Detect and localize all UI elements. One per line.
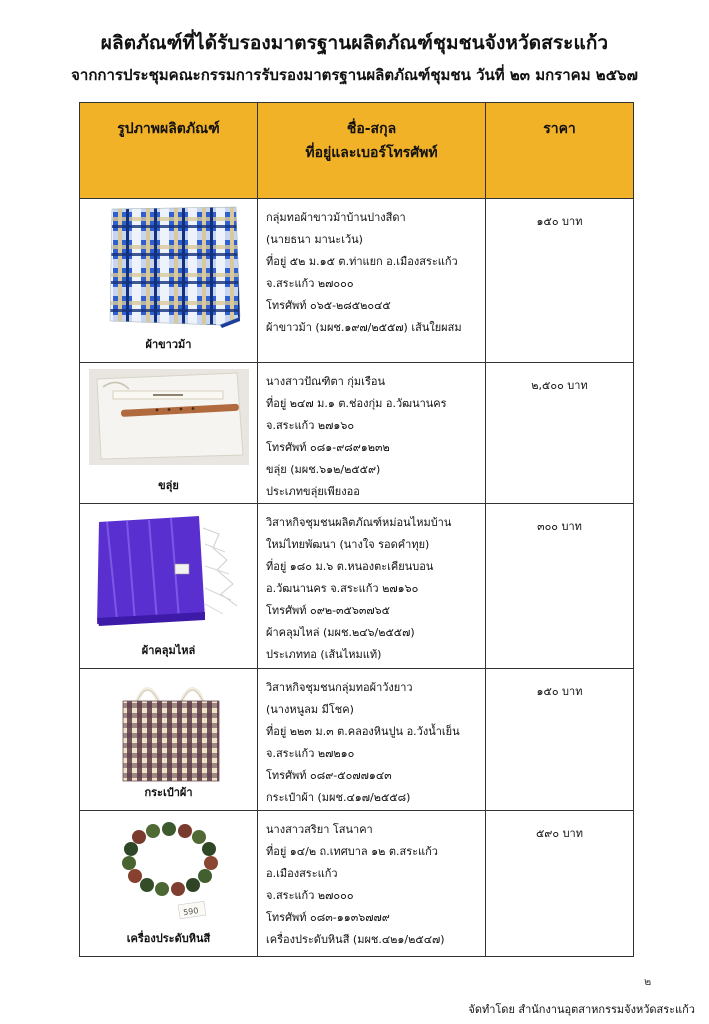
stone-bracelet-image [86, 815, 251, 933]
price-value: ๓๐๐ บาท [537, 520, 582, 533]
seller-line: จ.สระแก้ว ๒๗๐๐๐ [266, 277, 354, 290]
seller-line: อ.เมืองสระแก้ว [266, 867, 338, 880]
price-value: ๒,๕๐๐ บาท [531, 379, 588, 392]
seller-line: ที่อยู่ ๒๔๗ ม.๑ ต.ช่องกุ่ม อ.วัฒนานคร [266, 397, 447, 410]
bracelet-beads [122, 822, 218, 896]
seller-line: ผ้าขาวม้า (มผช.๑๙๗/๒๕๕๗) เส้นใยผสม [266, 321, 462, 334]
product-image-cell [80, 811, 258, 957]
seller-line: กระเป๋าผ้า (มผช.๔๑๗/๒๕๕๘) [266, 791, 411, 804]
shawl-image [86, 508, 251, 640]
column-header-image: รูปภาพผลิตภัณฑ์ [80, 103, 258, 199]
seller-line: ที่อยู่ ๑๘๐ ม.๖ ต.หนองตะเคียนบอน [266, 560, 434, 573]
seller-line: จ.สระแก้ว ๒๗๒๑๐ [266, 747, 355, 760]
checkered-cloth-image [86, 203, 251, 337]
seller-info-cell [258, 363, 486, 504]
product-image-cell [80, 669, 258, 811]
seller-line: ประเภททอ (เส้นไหมแท้) [266, 648, 382, 661]
table-header-row [80, 103, 634, 199]
seller-info-cell [258, 669, 486, 811]
seller-line: จ.สระแก้ว ๒๗๑๖๐ [266, 419, 355, 432]
seller-line: ผ้าคลุมไหล่ (มผช.๒๔๖/๒๕๕๗) [266, 626, 415, 639]
column-header-name-line1: ชื่อ-สกุล [346, 121, 397, 137]
page-subtitle: จากการประชุมคณะกรรมการรับรองมาตรฐานผลิตภัณฑ์ชุมชน วันที่ ๒๓ มกราคม ๒๕๖๗ [71, 66, 638, 84]
table-row [80, 504, 634, 669]
seller-info-cell [258, 811, 486, 957]
price-value: ๑๕๐ บาท [536, 685, 583, 698]
seller-line: โทรศัพท์ ๐๙๒-๓๕๖๓๗๖๕ [266, 604, 390, 617]
table-row [80, 811, 634, 957]
table-row [80, 363, 634, 504]
seller-info-cell [258, 199, 486, 363]
page-number: ๒ [644, 975, 652, 988]
price-tag-text: 590 [182, 906, 199, 918]
seller-line: กลุ่มทอผ้าขาวม้าบ้านปางสีดา [266, 211, 406, 224]
seller-line: นางสาวปัณฑิตา กุ่มเรือน [266, 375, 385, 388]
seller-line: โทรศัพท์ ๐๘๓-๑๑๓๖๗๗๙ [266, 911, 390, 924]
seller-line: ใหม่ไทยพัฒนา (นางใจ รอดคำทุย) [266, 538, 430, 551]
product-image-cell [80, 199, 258, 363]
seller-line: นางสาวสริยา โสนาคา [266, 823, 373, 836]
seller-line: ขลุ่ย (มผช.๖๑๒/๒๕๕๙) [266, 463, 381, 476]
price-cell [486, 669, 634, 811]
seller-info-cell [258, 504, 486, 669]
column-header-name [258, 103, 486, 199]
price-cell [486, 504, 634, 669]
seller-line: จ.สระแก้ว ๒๗๐๐๐ [266, 889, 354, 902]
column-header-price: ราคา [486, 103, 634, 199]
fabric-bag-image [86, 673, 251, 791]
seller-line: ที่อยู่ ๕๒ ม.๑๕ ต.ท่าแยก อ.เมืองสระแก้ว [266, 255, 458, 268]
table-row [80, 199, 634, 363]
seller-line: อ.วัฒนานคร จ.สระแก้ว ๒๗๑๖๐ [266, 582, 419, 595]
seller-line: โทรศัพท์ ๐๖๕-๒๘๕๒๐๔๕ [266, 299, 391, 312]
seller-line: ที่อยู่ ๒๒๓ ม.๓ ต.คลองหินปูน อ.วังน้ำเย็น [266, 725, 460, 738]
price-value: ๕๙๐ บาท [535, 827, 583, 840]
price-cell [486, 811, 634, 957]
seller-line: วิสาหกิจชุมชนผลิตภัณฑ์หม่อนไหมบ้าน [266, 516, 452, 529]
column-header-name-line2: ที่อยู่และเบอร์โทรศัพท์ [305, 145, 438, 161]
product-name: ผ้าขาวม้า [145, 338, 192, 351]
product-image-cell [80, 504, 258, 669]
product-name: ผ้าคลุมไหล่ [141, 644, 196, 657]
product-name: กระเป๋าผ้า [144, 786, 193, 799]
product-name: เครื่องประดับหินสี [126, 932, 211, 945]
seller-line: ที่อยู่ ๑๔/๒ ถ.เทศบาล ๑๒ ต.สระแก้ว [266, 845, 438, 858]
price-cell [486, 199, 634, 363]
seller-line: โทรศัพท์ ๐๘๑-๙๘๙๑๒๓๒ [266, 441, 390, 454]
product-image-cell [80, 363, 258, 504]
products-table [79, 102, 634, 957]
page-title: ผลิตภัณฑ์ที่ได้รับรองมาตรฐานผลิตภัณฑ์ชุมชนจังหวัดสระแก้ว [100, 32, 609, 54]
seller-line: (นางหนูลม มีโชค) [266, 703, 354, 716]
seller-line: ประเภทขลุ่ยเพียงออ [266, 485, 360, 498]
seller-line: (นายธนา มานะเว้น) [266, 233, 363, 246]
product-name: ขลุ่ย [158, 479, 179, 492]
price-value: ๑๕๐ บาท [536, 215, 583, 228]
flute-image [86, 367, 251, 475]
seller-line: วิสาหกิจชุมชนกลุ่มทอผ้าวังยาว [266, 681, 413, 694]
footer-credit: จัดทำโดย สำนักงานอุตสาหกรรมจังหวัดสระแก้ว [468, 1003, 695, 1016]
seller-line: เครื่องประดับหินสี (มผช.๔๒๑/๒๕๔๗) [266, 933, 445, 946]
price-cell [486, 363, 634, 504]
table-row [80, 669, 634, 811]
seller-line: โทรศัพท์ ๐๘๙-๕๐๗๗๑๔๓ [266, 769, 392, 782]
